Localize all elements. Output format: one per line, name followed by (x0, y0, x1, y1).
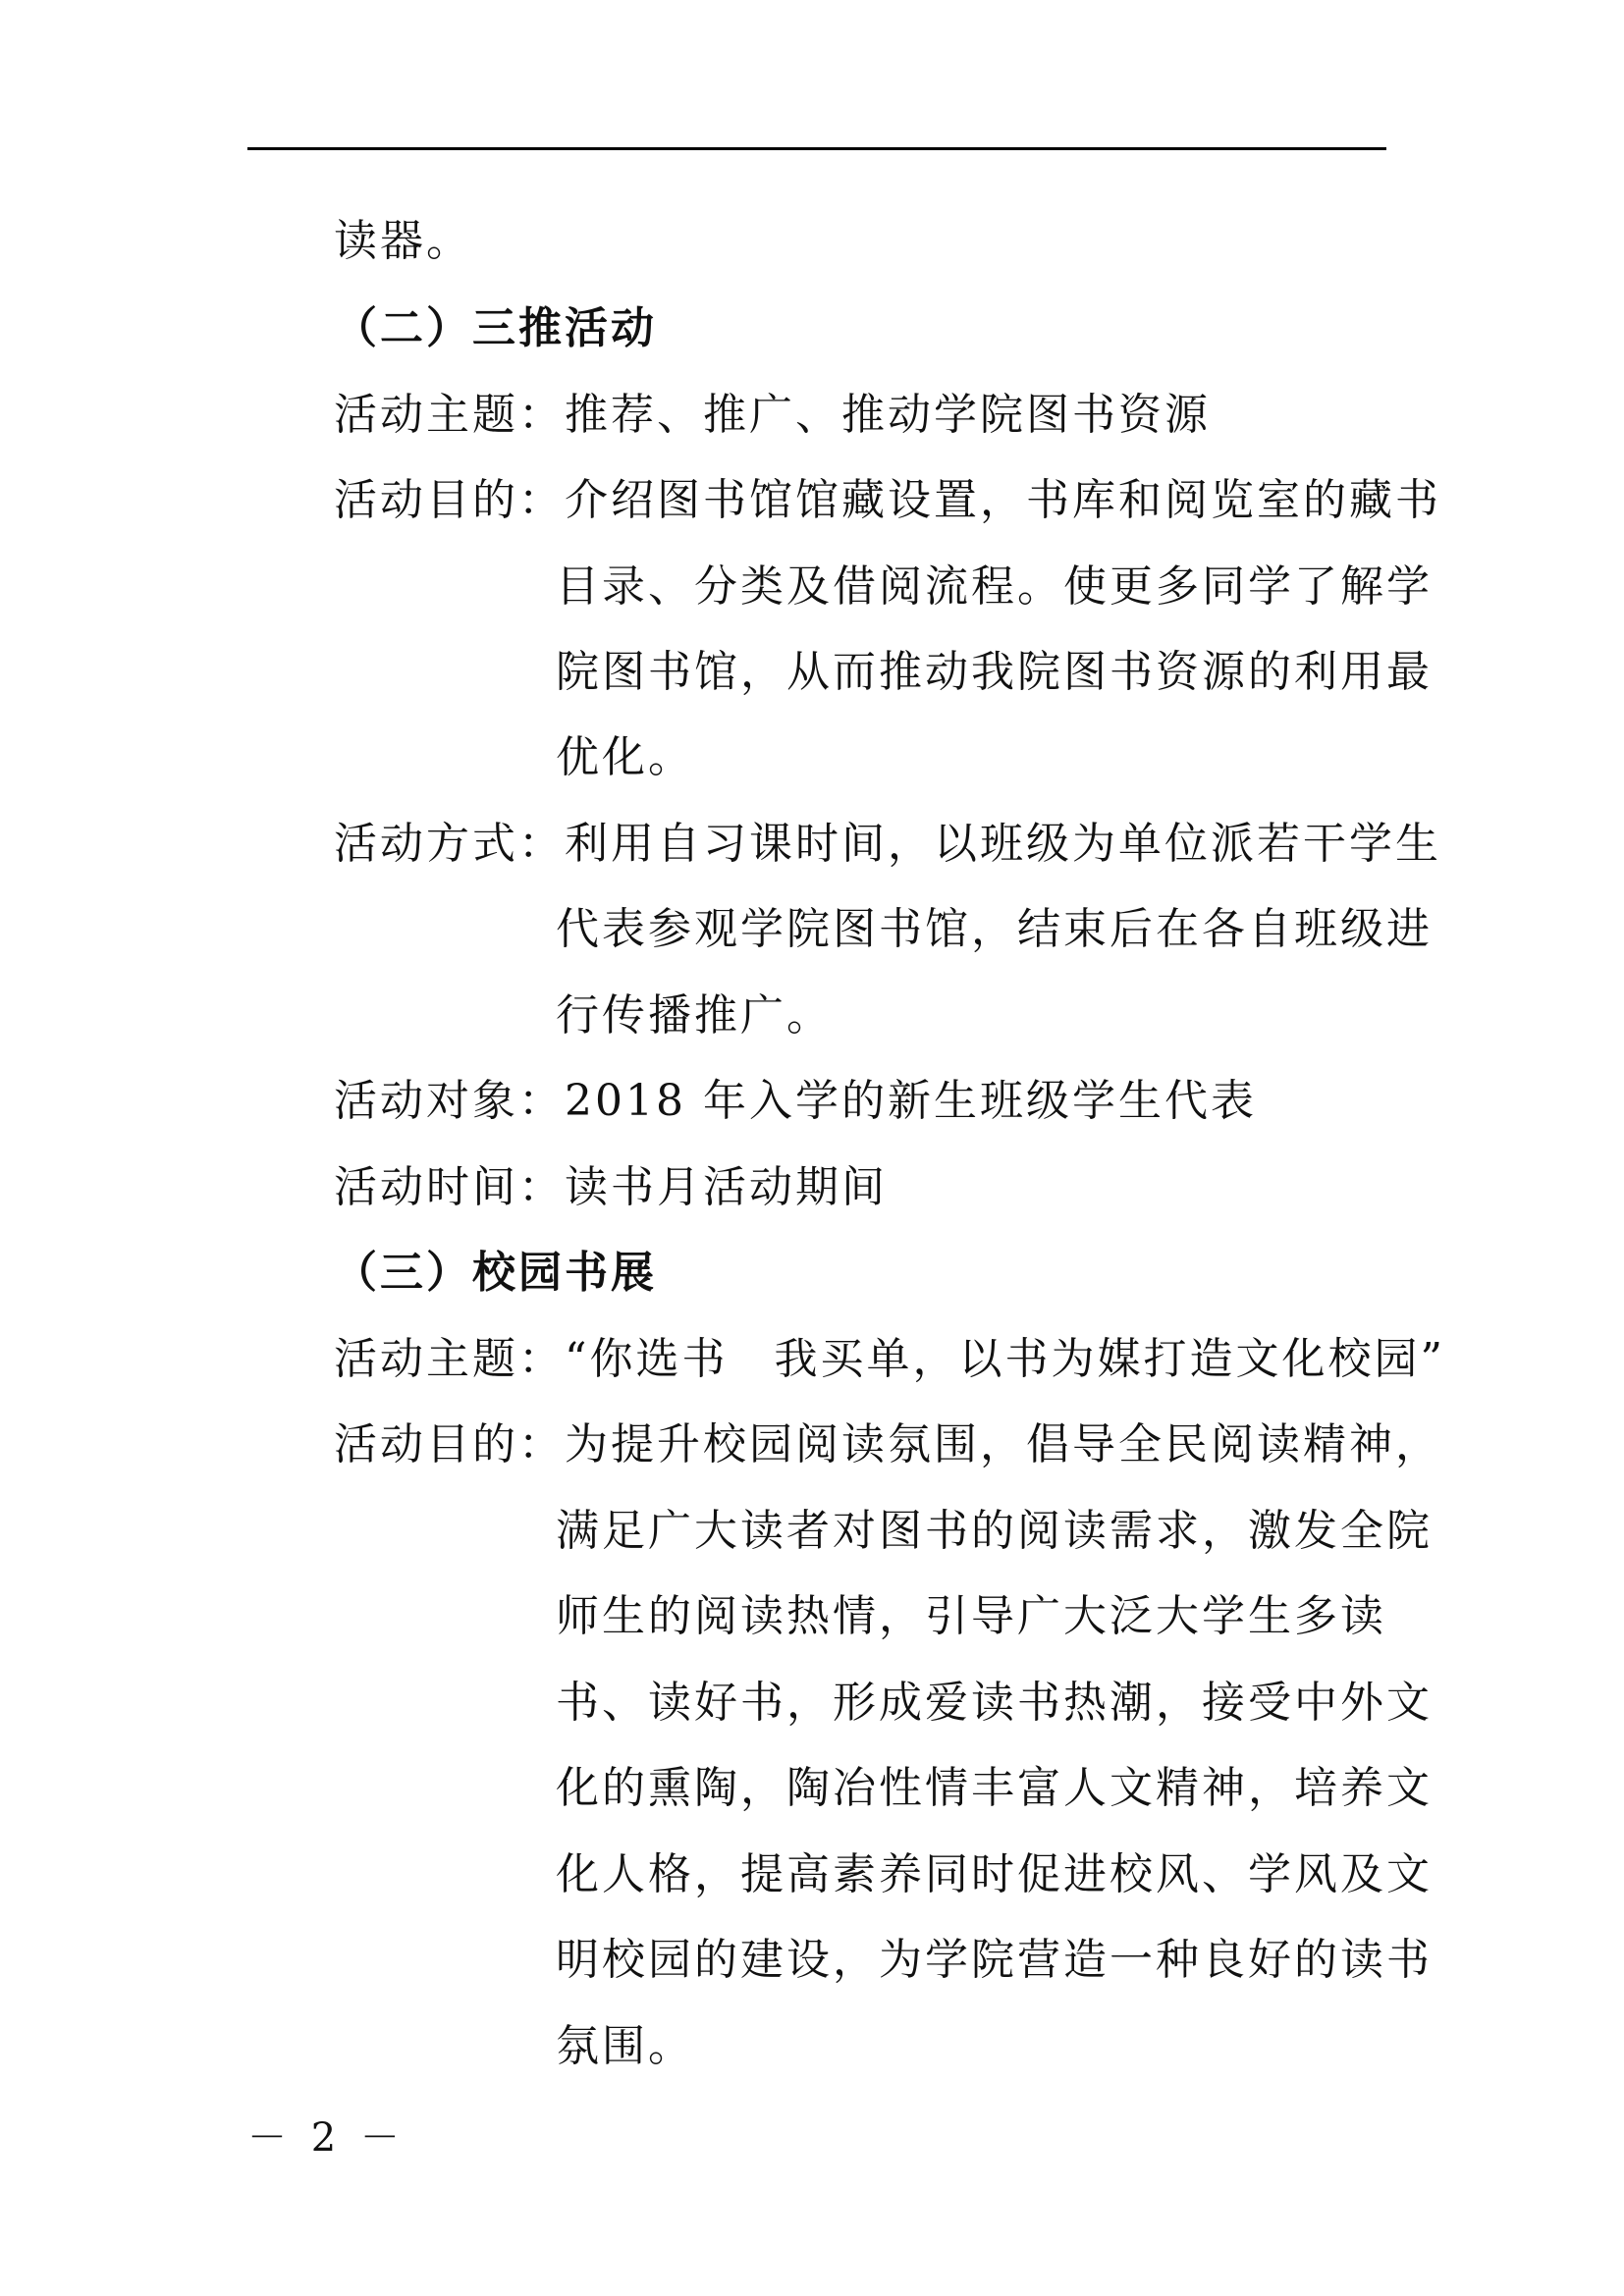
header-rule (247, 147, 1386, 150)
activity-target: 活动对象：2018 年入学的新生班级学生代表 (334, 1076, 1257, 1126)
activity-purpose-line: 优化。 (556, 732, 694, 782)
section-heading-san-tui: （二）三推活动 (334, 303, 657, 353)
activity-purpose-line: 书、读好书，形成爱读书热潮，接受中外文 (556, 1678, 1433, 1728)
activity-method-line: 行传播推广。 (556, 990, 833, 1041)
activity-purpose-line: 化人格，提高素养同时促进校风、学风及文 (556, 1849, 1433, 1899)
activity-purpose-line: 满足广大读者对图书的阅读需求，激发全院 (556, 1506, 1433, 1556)
activity-purpose-line: 氛围。 (556, 2021, 694, 2071)
activity-purpose-line: 目录、分类及借阅流程。使更多同学了解学 (556, 561, 1433, 612)
activity-theme: 活动主题：“你选书 我买单，以书为媒打造文化校园” (334, 1334, 1445, 1384)
section-heading-book-fair: （三）校园书展 (334, 1248, 657, 1298)
activity-method-line: 代表参观学院图书馆，结束后在各自班级进 (556, 904, 1433, 954)
activity-purpose-line: 师生的阅读热情，引导广大泛大学生多读 (556, 1591, 1386, 1641)
activity-time: 活动时间：读书月活动期间 (334, 1162, 888, 1212)
continued-text: 读器。 (334, 216, 472, 266)
activity-theme: 活动主题：推荐、推广、推动学院图书资源 (334, 390, 1211, 440)
activity-purpose-line: 活动目的：为提升校园阅读氛围，倡导全民阅读精神， (334, 1419, 1441, 1469)
activity-purpose-line: 明校园的建设，为学院营造一种良好的读书 (556, 1935, 1433, 1985)
activity-purpose-line: 化的熏陶，陶冶性情丰富人文精神，培养文 (556, 1763, 1433, 1813)
activity-purpose-line: 院图书馆，从而推动我院图书资源的利用最 (556, 647, 1433, 697)
activity-purpose-line: 活动目的：介绍图书馆馆藏设置，书库和阅览室的藏书 (334, 475, 1441, 525)
page-number: － 2 － (247, 2115, 406, 2161)
activity-method-line: 活动方式：利用自习课时间，以班级为单位派若干学生 (334, 819, 1441, 869)
